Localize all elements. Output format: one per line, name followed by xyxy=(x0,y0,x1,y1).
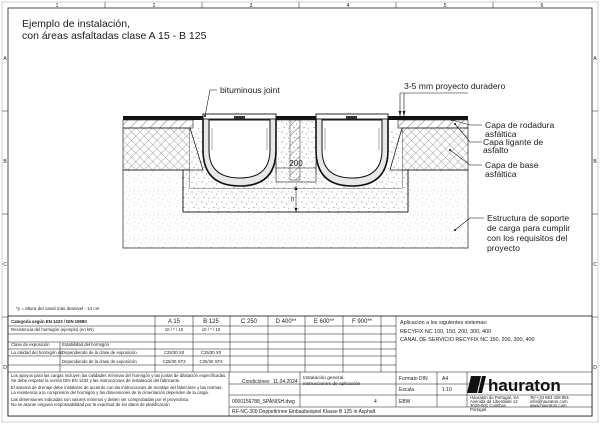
grid-letter-c-right: C xyxy=(593,262,597,268)
note-2: Se debe respetar la norma DIN EN 1433 y las instrucciones de instalación del fabricante. xyxy=(11,378,181,383)
concrete-b125-xf3: C25/30 XF3 xyxy=(199,359,223,364)
label-estructura-3: con los requisitos del xyxy=(487,233,568,243)
grid-letter-b: B xyxy=(3,159,7,165)
leader-bituminous-joint xyxy=(205,90,217,116)
label-gap: 3-5 mm proyecto duradero xyxy=(404,81,506,91)
row-label-calidad: La calidad del hormigón es xyxy=(11,350,63,355)
asphalt-wearing-left xyxy=(123,116,205,120)
grid-letter-d: D xyxy=(3,365,7,371)
row-label-categoria: Categoría según EN 1433 / DIN 19580 xyxy=(11,319,87,324)
address-1: Hauraton do Portugal, SA xyxy=(470,395,519,400)
resist-a15: 10 / * / 10 xyxy=(164,327,184,332)
class-f900: F 900** xyxy=(351,319,373,325)
grid-number-3: 3 xyxy=(249,3,253,9)
grid-number-5: 5 xyxy=(443,3,447,9)
label-base-1: Capa de base xyxy=(485,160,539,170)
company-name: hauraton xyxy=(488,376,561,395)
grid-letter-d-right: D xyxy=(593,365,597,371)
date: 11.04.2024 xyxy=(273,379,298,385)
class-a15: A 15 xyxy=(167,319,181,325)
ebw-label: EBW xyxy=(399,399,411,405)
condiciones-label: Condiciones xyxy=(242,379,270,385)
note-3: El sistema de drenaje debe instalarse de acuerdo con las instrucciones de montaje del fabricante y las normas. xyxy=(11,385,223,390)
row-sub-calidad-2: Dependiendo de la clase de exposición xyxy=(62,359,137,364)
formato-label: Formato DIN xyxy=(399,376,428,382)
dim-200-label: 200 xyxy=(289,159,303,168)
gap-marker xyxy=(399,93,468,116)
label-bituminous-joint: bituminous joint xyxy=(220,85,280,95)
contact-3: www.hauraton.com xyxy=(530,403,567,408)
sheet-number: 4 xyxy=(374,399,377,405)
address-2: Avenida da Liberdade 12 xyxy=(470,399,518,404)
class-c250: C 250 xyxy=(240,319,258,325)
row-label-resistencia: Resistencia del hormigón (ejemplo) (en kN) xyxy=(11,327,94,332)
applies-1: RECYFIX NC 100, 150, 200, 300, 400 xyxy=(400,329,492,335)
escala-value: 1:10 xyxy=(442,387,452,393)
grid-number-6: 6 xyxy=(540,3,544,9)
grid-letter-b-right: B xyxy=(593,159,597,165)
drawing-title-line1: Ejemplo de instalación, xyxy=(22,18,130,30)
grid-letter-c: C xyxy=(3,262,7,268)
channel-left xyxy=(203,114,276,186)
info-2: instrucciones de aplicación xyxy=(303,382,361,387)
grid-letter-a-right: A xyxy=(593,56,597,62)
address-3: 3020-001 Coimbra xyxy=(470,403,506,408)
channel-right xyxy=(316,114,388,186)
note-1: Los apoyos para las cargas incluyen las calidades mínimas del hormigón y las juntas de dilatación especificadas. xyxy=(11,373,227,378)
note-4: La resistencia a la compresión del hormigón y las dimensiones de la cimentación dependen de la carga. xyxy=(11,390,210,395)
footnote: *y = altura del canal más desnivel - 14 cm xyxy=(16,306,100,311)
applies-2: CANAL DE SERVICIO RECYFIX NC 150, 200, 300, 400 xyxy=(400,337,535,343)
row-sub-exposicion: Estabilidad del hormigón xyxy=(62,342,110,347)
filename: 0000156788_SPANISH.dwg xyxy=(232,399,295,405)
grid-letter-a: A xyxy=(3,56,7,62)
note-6: No se asume ninguna responsabilidad por la exactitud de los datos de planificación. xyxy=(11,402,171,407)
escala-label: Escala xyxy=(399,387,415,393)
label-estructura-4: proyecto xyxy=(487,243,520,253)
contact-2: info@hauraton.com xyxy=(530,399,568,404)
row-sub-calidad: Dependiendo de la clase de exposición xyxy=(62,350,137,355)
address-4: Portugal xyxy=(470,407,487,412)
contact-1: Tel +34 663 428 851 xyxy=(530,395,570,400)
label-rodadura-1: Capa de rodadura xyxy=(485,120,555,130)
asphalt-wearing-right xyxy=(386,116,468,120)
resist-b125: 10 / * / 10 xyxy=(201,327,221,332)
class-d400: D 400** xyxy=(275,319,297,325)
title-block xyxy=(8,316,592,416)
label-rodadura-2: asfáltica xyxy=(485,129,517,139)
applies-label: Aplicación a los siguientes sistemas: xyxy=(400,320,488,326)
label-ligante-1: Capa ligante de xyxy=(483,137,544,147)
grid-number-1: 1 xyxy=(55,3,59,9)
label-estructura-1: Estructura de soporte xyxy=(487,213,570,223)
drawing-title-line2: con áreas asfaltadas clase A 15 - B 125 xyxy=(22,30,207,42)
asphalt-binder-left xyxy=(123,120,193,128)
row-label-exposicion: Clase de exposición xyxy=(11,342,50,347)
label-ligante-2: asfalto xyxy=(483,145,509,155)
label-estructura-2: de carga para cumplir xyxy=(487,223,571,233)
drawing-description: RF-NC-300 Doppeltrinne Einbaubeispiel Klasse B 125 in Asphalt xyxy=(232,409,376,415)
info-1: Instalación general, xyxy=(303,376,345,381)
formato-value: A4 xyxy=(442,376,449,382)
grid-number-4: 4 xyxy=(346,3,350,9)
dim-h-label: h xyxy=(291,197,295,203)
note-5: Las dimensiones indicadas son valores mínimos y deben ser comprobadas por el proyectista. xyxy=(11,397,190,402)
class-e600: E 600** xyxy=(313,319,335,325)
class-b125: B 125 xyxy=(203,319,219,325)
label-base-2: asfáltica xyxy=(485,169,517,179)
concrete-a15-x0: C25/30 X0 xyxy=(163,350,185,355)
cross-section xyxy=(123,93,468,248)
concrete-b125-x0: C25/30 X0 xyxy=(200,350,222,355)
concrete-a15-xf3: C25/30 XF3 xyxy=(162,359,186,364)
grid-number-2: 2 xyxy=(152,3,156,9)
